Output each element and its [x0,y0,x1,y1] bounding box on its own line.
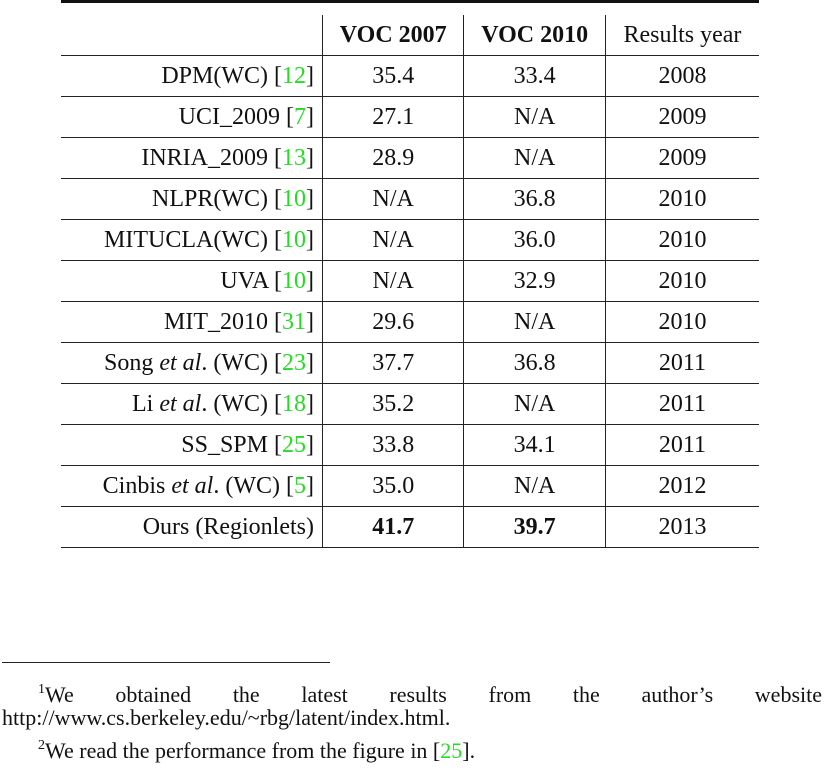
year-value: 2009 [605,138,759,179]
table-row [61,56,759,97]
header-row [61,15,759,56]
year-value: 2011 [605,384,759,425]
voc2010-value [464,220,605,261]
voc2010-value [464,56,605,97]
value: 35.2 [372,390,415,417]
footnote-mark: 1 [38,682,45,697]
citation-link[interactable]: 13 [282,144,306,171]
value: 27.1 [372,103,415,130]
year-value: 2013 [605,507,759,548]
citation-link[interactable]: 5 [294,472,306,499]
method-italic: et al [159,390,202,417]
footnote-1-url[interactable]: http://www.cs.berkeley.edu/~rbg/latent/index.html. [2,705,451,730]
voc2010-value [464,138,605,179]
value: N/A [514,308,556,335]
voc2010-value [464,302,605,343]
citation-link[interactable]: 18 [282,390,306,417]
method-name: UCI_2009 [7] [61,97,323,138]
year-value: 2011 [605,343,759,384]
voc2007-value [323,507,464,548]
header-voc2007: VOC 2007 [323,15,464,56]
table-row [61,302,759,343]
citation-link[interactable]: 12 [282,62,306,89]
value: 32.9 [513,267,556,294]
table-row [61,97,759,138]
year-value: 2012 [605,466,759,507]
method-text: Song [103,349,160,376]
method-text: MITUCLA(WC) [104,226,274,253]
voc2010-value [464,507,605,548]
footnote-text: We read the performance from the figure in [ [45,738,441,763]
value: 36.8 [513,185,556,212]
voc2010-value [464,425,605,466]
method-name [61,507,323,548]
year-value: 2010 [605,261,759,302]
method-name: MIT_2010 [31] [61,302,323,343]
method-name: Song et al. (WC) [23] [61,343,323,384]
method-name: Cinbis et al. (WC) [5] [61,466,323,507]
value: N/A [514,144,556,171]
year-value: 2010 [605,220,759,261]
method-name: Li et al. (WC) [18] [61,384,323,425]
table-row [61,507,759,548]
voc2007-value [323,261,464,302]
method-text: MIT_2010 [164,308,274,335]
table-row [61,261,759,302]
value: N/A [514,472,556,499]
footnote-rule [2,662,330,663]
voc2007-value [323,384,464,425]
method-text: DPM(WC) [161,62,274,89]
voc2007-value [323,97,464,138]
method-text: Li [132,390,160,417]
method-text: Ours (Regionlets) [142,513,314,540]
footnote-mark: 2 [38,738,45,753]
voc2007-value [323,179,464,220]
method-text: NLPR(WC) [152,185,274,212]
table-row [61,425,759,466]
value: 33.4 [513,62,556,89]
voc2007-value [323,466,464,507]
citation-link[interactable]: 25 [282,431,306,458]
voc2010-value [464,384,605,425]
voc2007-value [323,220,464,261]
method-text: UVA [220,267,274,294]
footnote-text: ]. [462,738,476,763]
year-value: 2010 [605,302,759,343]
value: 33.8 [372,431,415,458]
value: 36.8 [513,349,556,376]
voc2010-value [464,97,605,138]
table-row [61,220,759,261]
header-year: Results year [605,15,759,56]
header-method [61,15,323,56]
value: 28.9 [372,144,415,171]
method-text: . (WC) [213,472,286,499]
value: 35.0 [372,472,415,499]
method-text: INRIA_2009 [141,144,274,171]
method-italic: et al [171,472,214,499]
year-value: 2011 [605,425,759,466]
value: N/A [372,226,414,253]
method-name: UVA [10] [61,261,323,302]
method-text: UCI_2009 [178,103,286,130]
voc2010-value [464,343,605,384]
table-row [61,138,759,179]
citation-link[interactable]: 10 [282,226,306,253]
method-text: SS_SPM [181,431,274,458]
method-name: INRIA_2009 [13] [61,138,323,179]
value: 37.7 [372,349,415,376]
method-text: Cinbis [102,472,172,499]
citation-link[interactable]: 31 [282,308,306,335]
value: 39.7 [513,513,556,540]
value: 34.1 [513,431,556,458]
citation-link[interactable]: 7 [294,103,306,130]
value: N/A [514,103,556,130]
citation-link[interactable]: 25 [440,738,463,763]
header-voc2010: VOC 2010 [464,15,605,56]
method-text: . (WC) [201,390,274,417]
method-name: MITUCLA(WC) [10] [61,220,323,261]
results-table [61,0,759,548]
table-row [61,384,759,425]
method-name: DPM(WC) [12] [61,56,323,97]
voc2007-value [323,302,464,343]
value: 36.0 [513,226,556,253]
table-row [61,466,759,507]
value: 41.7 [372,513,415,540]
value: 29.6 [372,308,415,335]
citation-link[interactable]: 10 [282,185,306,212]
method-name: NLPR(WC) [10] [61,179,323,220]
method-name: SS_SPM [25] [61,425,323,466]
voc2007-value [323,138,464,179]
method-text: . (WC) [201,349,274,376]
year-value: 2008 [605,56,759,97]
voc2007-value [323,56,464,97]
value: 35.4 [372,62,415,89]
year-value: 2010 [605,179,759,220]
citation-link[interactable]: 23 [282,349,306,376]
table-row [61,179,759,220]
footnote-text: We obtained the latest results from the author’s website [45,682,822,707]
voc2007-value [323,425,464,466]
footnote-2 [2,732,822,765]
value: N/A [514,390,556,417]
table-row [61,343,759,384]
voc2010-value [464,179,605,220]
citation-link[interactable]: 10 [282,267,306,294]
value: N/A [372,267,414,294]
voc2010-value [464,261,605,302]
year-value: 2009 [605,97,759,138]
value: N/A [372,185,414,212]
voc2010-value [464,466,605,507]
method-italic: et al [159,349,202,376]
voc2007-value [323,343,464,384]
